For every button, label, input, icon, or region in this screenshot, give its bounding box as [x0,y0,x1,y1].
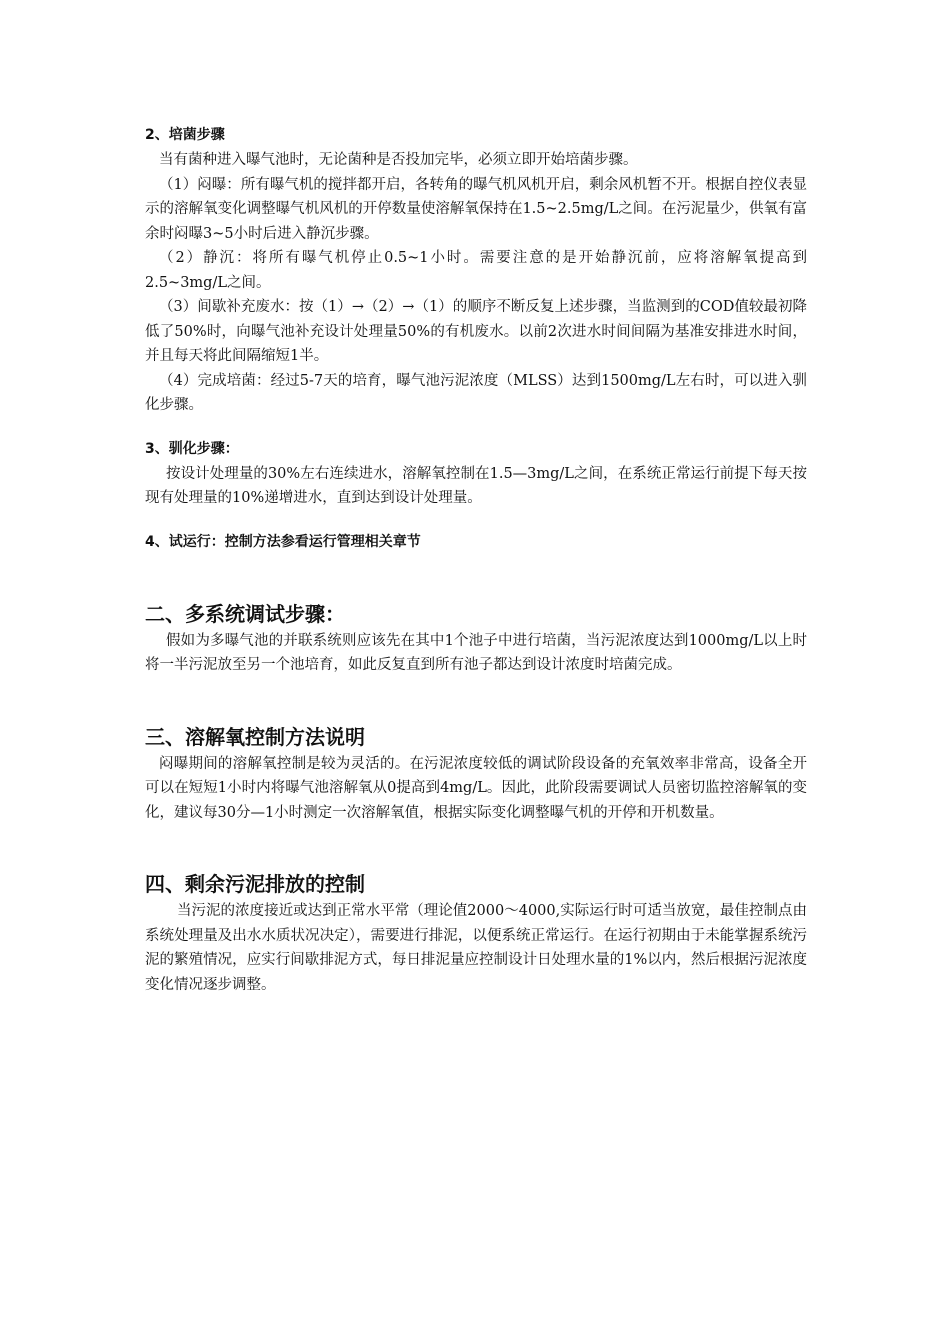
paragraph-culture-complete: （4）完成培菌：经过5-7天的培育，曝气池污泥浓度（MLSS）达到1500mg/L左右时，可以进入驯化步骤。 [145,372,807,413]
paragraph-dissolved-oxygen: 闷曝期间的溶解氧控制是较为灵活的。在污泥浓度较低的调试阶段设备的充氧效率非常高，设备全开可以在短短1小时内将曝气池溶解氧从0提高到4mg/L。因此，此阶段需要调试人员密切监控溶解氧的变化，建议每30分—1小时测定一次溶解氧值，根据实际变化调整曝气机的开停和开机数量。 [145,755,807,821]
document-body [145,122,807,997]
section-heading-acclimation: 3、驯化步骤： [145,440,239,457]
paragraph-acclimation: 按设计处理量的30%左右连续进水，溶解氧控制在1.5—3mg/L之间，在系统正常运行前提下每天按现有处理量的10%递增进水，直到达到设计处理量。 [145,465,807,506]
paragraph-multi-system: 假如为多曝气池的并联系统则应该先在其中1个池子中进行培菌，当污泥浓度达到1000mg/L以上时将一半污泥放至另一个池培育，如此反复直到所有池子都达到设计浓度时培菌完成。 [145,632,807,673]
paragraph-culture-intro: 当有菌种进入曝气池时，无论菌种是否投加完毕，必须立即开始培菌步骤。 [159,152,638,168]
section-heading-trial-run: 4、试运行：控制方法参看运行管理相关章节 [145,533,421,550]
paragraph-intermittent-feed: （3）间歇补充废水：按（1）→（2）→（1）的顺序不断反复上述步骤，当监测到的COD值较最初降低了50%时，向曝气池补充设计处理量50%的有机废水。以前2次进水时间间隔为基准安排进水时间，并且每天将此间隔缩短1半。 [145,299,807,364]
chapter-heading-multi-system: 二、多系统调试步骤： [145,601,345,626]
paragraph-sludge-discharge: 当污泥的浓度接近或达到正常水平常（理论值2000～4000,实际运行时可适当放宽，最佳控制点由系统处理量及出水水质状况决定），需要进行排泥，以便系统正常运行。在运行初期由于未能掌握系统污泥的繁殖情况，应实行间歇排泥方式，每日排泥量应控制设计日处理水量的1%以内，然后根据污泥浓度变化情况逐步调整。 [145,903,807,993]
paragraph-aeration: （1）闷曝：所有曝气机的搅拌都开启，各转角的曝气机风机开启，剩余风机暂不开。根据自控仪表显示的溶解氧变化调整曝气机风机的开停数量使溶解氧保持在1.5~2.5mg/L之间。在污泥量少，供氧有富余时闷曝3~5小时后进入静沉步骤。 [145,176,807,242]
chapter-heading-sludge-discharge: 四、剩余污泥排放的控制 [145,872,365,896]
chapter-heading-dissolved-oxygen: 三、溶解氧控制方法说明 [145,724,365,749]
paragraph-settling: （2）静沉：将所有曝气机停止0.5~1小时。需要注意的是开始静沉前，应将溶解氧提高到2.5~3mg/L之间。 [145,250,807,291]
section-heading-culture-steps: 2、培菌步骤 [145,127,225,143]
